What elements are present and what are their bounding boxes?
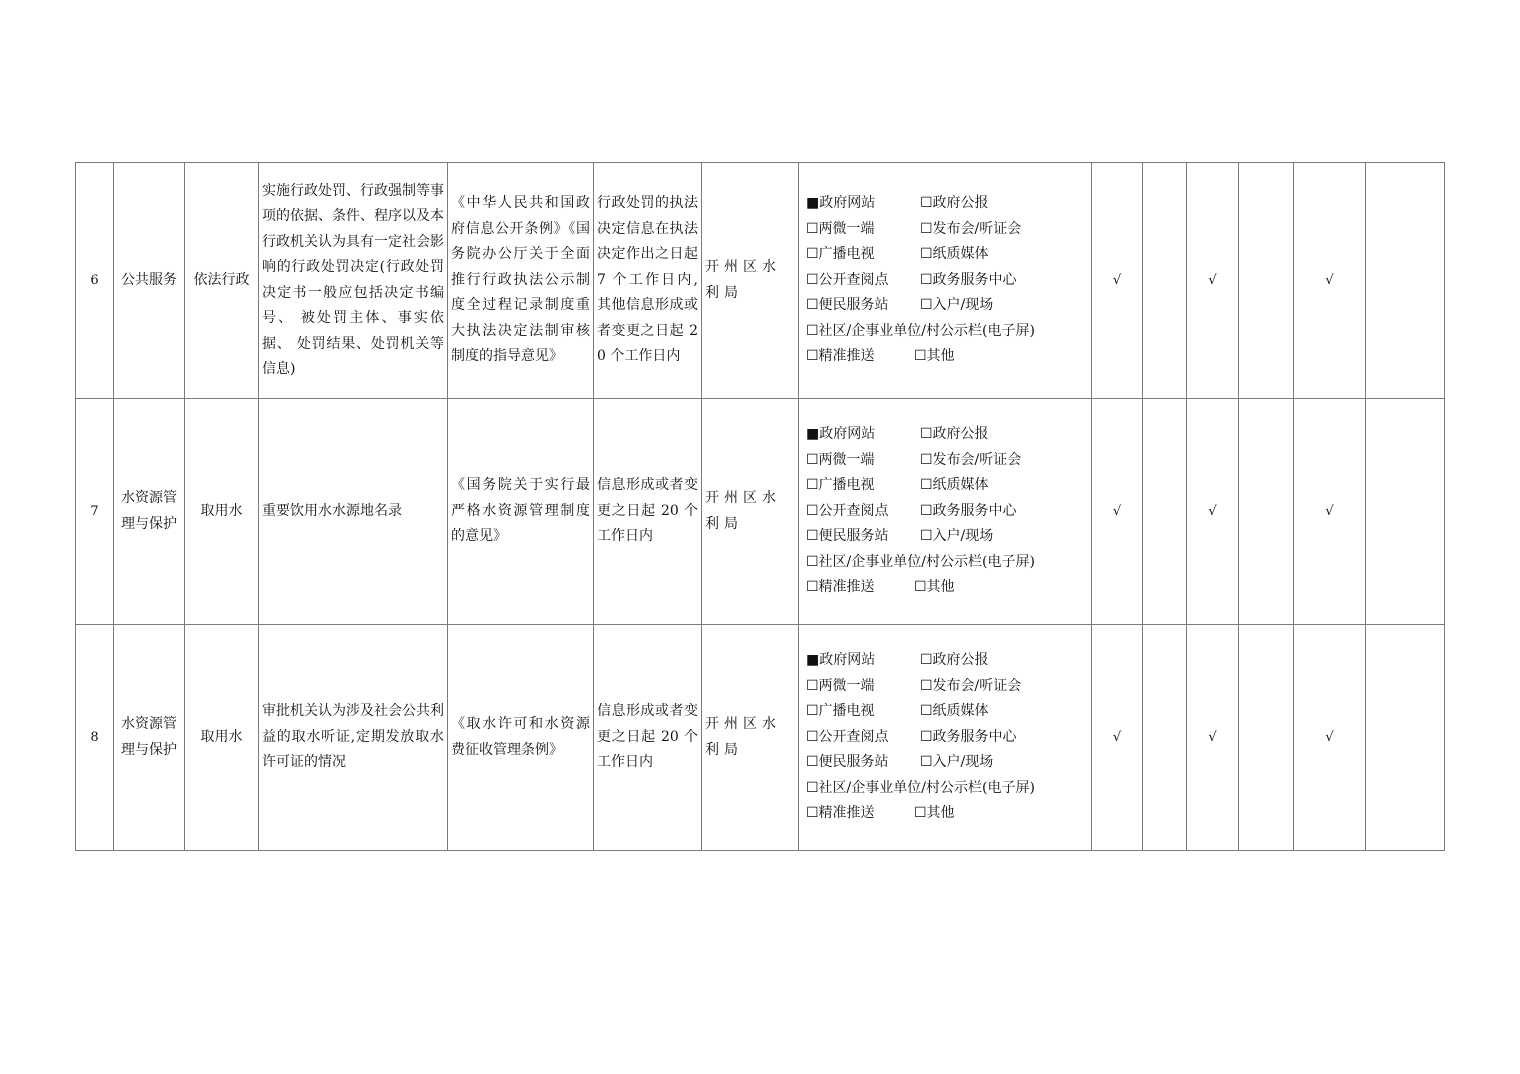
department-cell: 开州区水利局 — [702, 399, 799, 625]
time-limit-cell: 信息形成或者变更之日起 20 个工作日内 — [594, 625, 702, 851]
channel-option: ☐其他 — [914, 805, 955, 822]
channels-cell — [799, 163, 1092, 399]
basis-cell: 《取水许可和水资源费征收管理条例》 — [448, 625, 594, 851]
channel-option: ☐公开查阅点 — [806, 502, 889, 519]
channel-option: ☐入户/现场 — [920, 528, 994, 545]
category-cell: 水资源管理与保护 — [114, 399, 185, 625]
channel-option: ☐入户/现场 — [920, 754, 994, 771]
check-mark: √ — [1092, 625, 1143, 851]
check-mark: √ — [1294, 625, 1366, 851]
check-mark — [1366, 625, 1445, 851]
time-limit-cell: 信息形成或者变更之日起 20 个工作日内 — [594, 399, 702, 625]
channel-option: ☐公开查阅点 — [806, 728, 889, 745]
channel-option: ☐政府公报 — [920, 426, 989, 443]
channel-option: ☐社区/企事业单位/村公示栏(电子屏) — [806, 322, 1035, 339]
basis-cell: 《国务院关于实行最严格水资源管理制度的意见》 — [448, 399, 594, 625]
row-number: 6 — [76, 163, 114, 399]
time-limit-cell: 行政处罚的执法决定信息在执法决定作出之日起 7 个工作日内,其他信息形成或者变更之日起 20 个工作日内 — [594, 163, 702, 399]
category-cell: 公共服务 — [114, 163, 185, 399]
channel-options — [802, 191, 1088, 370]
check-mark — [1143, 163, 1187, 399]
disclosure-table — [75, 162, 1445, 851]
category-cell: 水资源管理与保护 — [114, 625, 185, 851]
channel-option: ☐发布会/听证会 — [920, 451, 1022, 468]
row-number: 7 — [76, 399, 114, 625]
content-cell: 重要饮用水水源地名录 — [259, 399, 448, 625]
channel-option: ☐两微一端 — [806, 677, 875, 694]
channel-option: ☐两微一端 — [806, 451, 875, 468]
table-row — [76, 625, 1445, 851]
channel-option: ☐精准推送 — [806, 348, 875, 365]
channel-option: ☐两微一端 — [806, 220, 875, 237]
subcategory-cell: 依法行政 — [185, 163, 259, 399]
check-mark — [1143, 399, 1187, 625]
check-mark: √ — [1092, 163, 1143, 399]
check-mark: √ — [1187, 625, 1239, 851]
check-mark — [1239, 625, 1294, 851]
channel-option: ☐政务服务中心 — [920, 502, 1017, 519]
channel-option: ☐社区/企事业单位/村公示栏(电子屏) — [806, 779, 1035, 796]
channel-option: ☐政府公报 — [920, 195, 989, 212]
channel-option: ☐精准推送 — [806, 579, 875, 596]
channel-option: ☐政务服务中心 — [920, 728, 1017, 745]
check-mark — [1239, 163, 1294, 399]
channel-option: ☐公开查阅点 — [806, 271, 889, 288]
basis-cell: 《中华人民共和国政府信息公开条例》《国务院办公厅关于全面推行行政执法公示制度全过程记录制度重大执法决定法制审核制度的指导意见》 — [448, 163, 594, 399]
channel-option: ■政府网站 — [806, 426, 876, 443]
subcategory-cell: 取用水 — [185, 625, 259, 851]
table-row — [76, 163, 1445, 399]
row-number: 8 — [76, 625, 114, 851]
channel-option: ☐纸质媒体 — [920, 477, 989, 494]
check-mark: √ — [1187, 399, 1239, 625]
channel-option: ☐精准推送 — [806, 805, 875, 822]
check-mark — [1239, 399, 1294, 625]
channel-option: ■政府网站 — [806, 195, 876, 212]
check-mark: √ — [1294, 399, 1366, 625]
department-cell: 开州区水利局 — [702, 163, 799, 399]
channel-option: ☐社区/企事业单位/村公示栏(电子屏) — [806, 553, 1035, 570]
channel-option: ☐纸质媒体 — [920, 703, 989, 720]
disclosure-table-sheet — [75, 162, 1445, 851]
department-cell: 开州区水利局 — [702, 625, 799, 851]
channel-option: ☐入户/现场 — [920, 297, 994, 314]
content-cell: 实施行政处罚、行政强制等事项的依据、条件、程序以及本行政机关认为具有一定社会影响的行政处罚决定(行政处罚决定书一般应包括决定书编号、 被处罚主体、事实依据、 处罚结果、处罚机关等信息) — [259, 163, 448, 399]
channel-option: ☐纸质媒体 — [920, 246, 989, 263]
channel-option: ☐广播电视 — [806, 477, 875, 494]
channel-option: ☐发布会/听证会 — [920, 677, 1022, 694]
channel-option: ☐便民服务站 — [806, 297, 889, 314]
check-mark — [1366, 399, 1445, 625]
table-row — [76, 399, 1445, 625]
channel-option: ☐广播电视 — [806, 246, 875, 263]
channel-options — [802, 648, 1088, 827]
subcategory-cell: 取用水 — [185, 399, 259, 625]
channel-option: ☐广播电视 — [806, 703, 875, 720]
check-mark: √ — [1187, 163, 1239, 399]
channel-option: ☐发布会/听证会 — [920, 220, 1022, 237]
channel-options — [802, 422, 1088, 601]
channel-option: ☐其他 — [914, 348, 955, 365]
channel-option: ■政府网站 — [806, 652, 876, 669]
content-cell: 审批机关认为涉及社会公共利益的取水听证,定期发放取水许可证的情况 — [259, 625, 448, 851]
channel-option: ☐便民服务站 — [806, 754, 889, 771]
channels-cell — [799, 625, 1092, 851]
channel-option: ☐政府公报 — [920, 652, 989, 669]
check-mark — [1366, 163, 1445, 399]
channel-option: ☐便民服务站 — [806, 528, 889, 545]
channel-option: ☐政务服务中心 — [920, 271, 1017, 288]
channel-option: ☐其他 — [914, 579, 955, 596]
channels-cell — [799, 399, 1092, 625]
check-mark: √ — [1092, 399, 1143, 625]
check-mark — [1143, 625, 1187, 851]
check-mark: √ — [1294, 163, 1366, 399]
